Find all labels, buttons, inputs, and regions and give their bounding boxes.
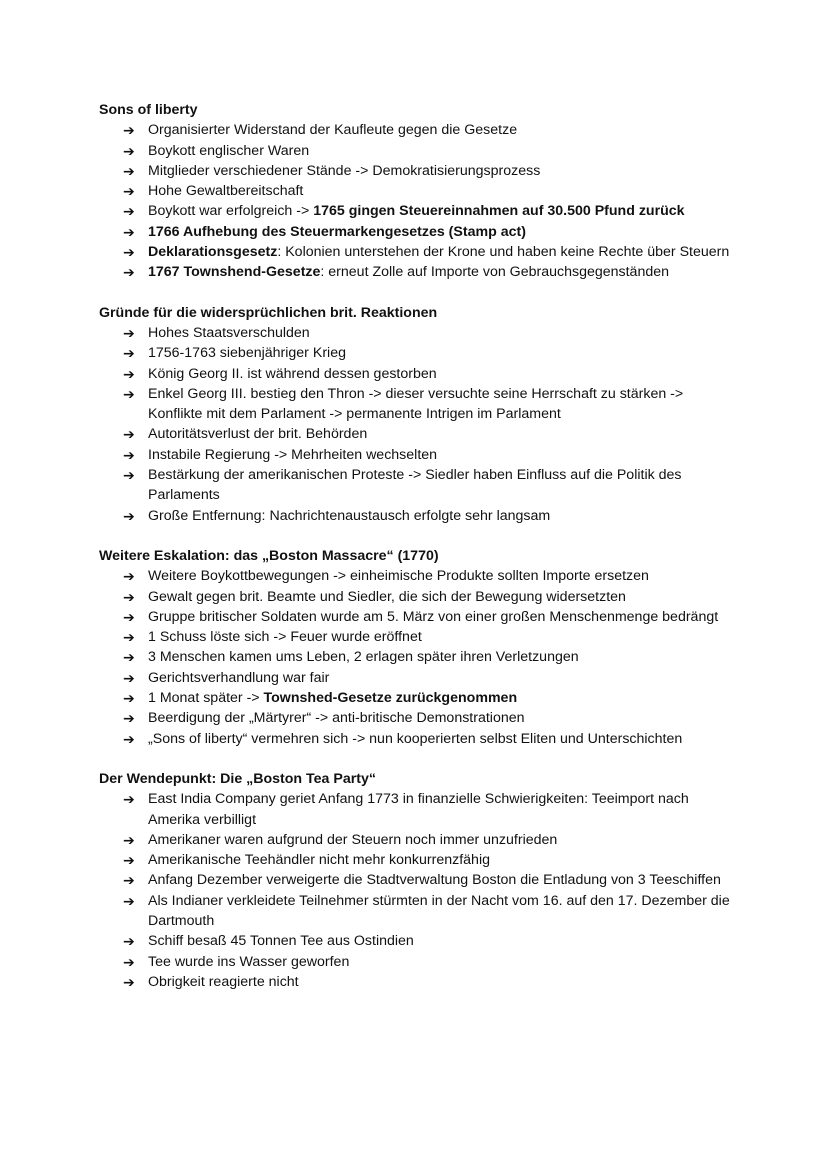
text-run: Gruppe britischer Soldaten wurde am 5. März von einer großen Menschenmenge bedrängt bbox=[148, 608, 719, 625]
arrow-right-icon: ➔ bbox=[123, 264, 135, 281]
arrow-right-icon: ➔ bbox=[123, 203, 135, 220]
section-heading: Sons of liberty bbox=[99, 102, 198, 118]
arrow-right-icon: ➔ bbox=[123, 467, 135, 484]
text-run: 3 Menschen kamen ums Leben, 2 erlagen später ihren Verletzungen bbox=[148, 649, 579, 666]
list-item bbox=[99, 506, 739, 526]
list-item bbox=[99, 708, 739, 728]
list-item bbox=[99, 343, 739, 363]
list-item bbox=[99, 952, 739, 972]
list-item-text bbox=[148, 424, 739, 444]
arrow-right-icon: ➔ bbox=[123, 649, 135, 666]
arrow-right-icon: ➔ bbox=[123, 426, 135, 443]
list-item bbox=[99, 850, 739, 870]
arrow-right-icon: ➔ bbox=[123, 385, 135, 402]
arrow-right-icon: ➔ bbox=[123, 973, 135, 990]
arrow-right-icon: ➔ bbox=[123, 446, 135, 463]
list-item-text bbox=[148, 181, 739, 201]
list-item-text bbox=[148, 222, 739, 242]
arrow-right-icon: ➔ bbox=[123, 588, 135, 605]
arrow-right-icon: ➔ bbox=[123, 507, 135, 524]
list-item-text bbox=[148, 587, 739, 607]
list-item bbox=[99, 647, 739, 667]
list-item bbox=[99, 364, 739, 384]
list-item bbox=[99, 931, 739, 951]
list-item bbox=[99, 141, 739, 161]
list-item-text bbox=[148, 566, 739, 586]
list-item bbox=[99, 445, 739, 465]
text-run: 1 Schuss löste sich -> Feuer wurde eröffnet bbox=[148, 629, 422, 646]
arrow-right-icon: ➔ bbox=[123, 223, 135, 240]
section-4 bbox=[99, 769, 739, 992]
bold-text-run: 1765 gingen Steuereinnahmen auf 30.500 Pfund zurück bbox=[313, 203, 685, 220]
text-run: : Kolonien unterstehen der Krone und haben keine Rechte über Steuern bbox=[277, 244, 730, 261]
list-item-text bbox=[148, 789, 739, 830]
text-run: 1 Monat später -> bbox=[148, 690, 264, 707]
arrow-right-icon: ➔ bbox=[123, 831, 135, 848]
list-item bbox=[99, 323, 739, 343]
arrow-right-icon: ➔ bbox=[123, 669, 135, 686]
list-item bbox=[99, 729, 739, 749]
arrow-right-icon: ➔ bbox=[123, 872, 135, 889]
text-run: Instabile Regierung -> Mehrheiten wechselten bbox=[148, 446, 438, 463]
list-item bbox=[99, 120, 739, 140]
text-run: Autoritätsverlust der brit. Behörden bbox=[148, 426, 368, 443]
text-run: Organisierter Widerstand der Kaufleute gegen die Gesetze bbox=[148, 122, 518, 139]
list-item-text bbox=[148, 465, 739, 506]
arrow-right-icon: ➔ bbox=[123, 345, 135, 362]
list-item bbox=[99, 465, 739, 506]
arrow-right-icon: ➔ bbox=[123, 730, 135, 747]
arrow-right-icon: ➔ bbox=[123, 162, 135, 179]
list-item bbox=[99, 891, 739, 932]
text-run: : erneut Zolle auf Importe von Gebrauchsgegenständen bbox=[320, 264, 670, 281]
list-item bbox=[99, 222, 739, 242]
list-item bbox=[99, 262, 739, 282]
list-item-text bbox=[148, 668, 739, 688]
list-item-text bbox=[148, 242, 739, 262]
list-item-text bbox=[148, 952, 739, 972]
text-run: Als Indianer verkleidete Teilnehmer stürmten in der Nacht vom 16. auf den 17. Dezember die Dartmouth bbox=[148, 892, 730, 929]
arrow-right-icon: ➔ bbox=[123, 892, 135, 909]
arrow-right-icon: ➔ bbox=[123, 953, 135, 970]
list-item bbox=[99, 384, 739, 425]
list-item bbox=[99, 242, 739, 262]
bold-text-run: 1766 Aufhebung des Steuermarkengesetzes (Stamp act) bbox=[148, 223, 526, 240]
list-item bbox=[99, 789, 739, 830]
text-run: Bestärkung der amerikanischen Proteste -> Siedler haben Einfluss auf die Politik des Parlaments bbox=[148, 467, 682, 504]
arrow-right-icon: ➔ bbox=[123, 710, 135, 727]
text-run: Boykott war erfolgreich -> bbox=[148, 203, 314, 220]
list-item bbox=[99, 607, 739, 627]
list-item bbox=[99, 668, 739, 688]
bullet-list bbox=[99, 120, 739, 282]
list-item bbox=[99, 161, 739, 181]
list-item-text bbox=[148, 972, 739, 992]
arrow-right-icon: ➔ bbox=[123, 183, 135, 200]
text-run: Amerikaner waren aufgrund der Steuern noch immer unzufrieden bbox=[148, 831, 558, 848]
bullet-list bbox=[99, 789, 739, 992]
list-item-text bbox=[148, 201, 739, 221]
text-run: Boykott englischer Waren bbox=[148, 142, 310, 159]
text-run: König Georg II. ist während dessen gestorben bbox=[148, 365, 437, 382]
list-item bbox=[99, 587, 739, 607]
arrow-right-icon: ➔ bbox=[123, 142, 135, 159]
list-item bbox=[99, 972, 739, 992]
list-item-text bbox=[148, 647, 739, 667]
list-item-text bbox=[148, 688, 739, 708]
text-run: Schiff besaß 45 Tonnen Tee aus Ostindien bbox=[148, 933, 414, 950]
arrow-right-icon: ➔ bbox=[123, 568, 135, 585]
arrow-right-icon: ➔ bbox=[123, 608, 135, 625]
list-item-text bbox=[148, 445, 739, 465]
list-item-text bbox=[148, 384, 739, 425]
list-item bbox=[99, 566, 739, 586]
arrow-right-icon: ➔ bbox=[123, 852, 135, 869]
section-3 bbox=[99, 546, 739, 749]
section-heading: Gründe für die widersprüchlichen brit. Reaktionen bbox=[99, 304, 438, 321]
list-item-text bbox=[148, 120, 739, 140]
arrow-right-icon: ➔ bbox=[123, 244, 135, 261]
section-heading: Weitere Eskalation: das „Boston Massacre“ (1770) bbox=[99, 547, 439, 564]
list-item-text bbox=[148, 161, 739, 181]
text-run: Hohes Staatsverschulden bbox=[148, 324, 310, 341]
text-run: 1756-1763 siebenjähriger Krieg bbox=[148, 345, 346, 362]
text-run: Gerichtsverhandlung war fair bbox=[148, 669, 330, 686]
list-item-text bbox=[148, 262, 739, 282]
list-item bbox=[99, 870, 739, 890]
text-run: Amerikanische Teehändler nicht mehr konkurrenzfähig bbox=[148, 852, 490, 869]
text-run: Hohe Gewaltbereitschaft bbox=[148, 183, 304, 200]
list-item-text bbox=[148, 931, 739, 951]
bullet-list bbox=[99, 566, 739, 749]
section-1 bbox=[99, 100, 739, 283]
list-item bbox=[99, 688, 739, 708]
arrow-right-icon: ➔ bbox=[123, 933, 135, 950]
bold-text-run: Deklarationsgesetz bbox=[148, 244, 278, 261]
list-item bbox=[99, 627, 739, 647]
list-item-text bbox=[148, 607, 739, 627]
list-item-text bbox=[148, 850, 739, 870]
bullet-list bbox=[99, 323, 739, 526]
text-run: Tee wurde ins Wasser geworfen bbox=[148, 953, 350, 970]
arrow-right-icon: ➔ bbox=[123, 365, 135, 382]
text-run: Gewalt gegen brit. Beamte und Siedler, die sich der Bewegung widersetzten bbox=[148, 588, 626, 605]
list-item bbox=[99, 181, 739, 201]
text-run: Weitere Boykottbewegungen -> einheimische Produkte sollten Importe ersetzen bbox=[148, 568, 649, 585]
text-run: East India Company geriet Anfang 1773 in finanzielle Schwierigkeiten: Teeimport nach Amerika verbilligt bbox=[148, 791, 689, 828]
list-item-text bbox=[148, 141, 739, 161]
text-run: Obrigkeit reagierte nicht bbox=[148, 973, 299, 990]
list-item bbox=[99, 424, 739, 444]
list-item-text bbox=[148, 891, 739, 932]
list-item-text bbox=[148, 830, 739, 850]
list-item-text bbox=[148, 323, 739, 343]
list-item bbox=[99, 830, 739, 850]
list-item-text bbox=[148, 708, 739, 728]
text-run: Mitglieder verschiedener Stände -> Demokratisierungsprozess bbox=[148, 162, 541, 179]
bold-text-run: Townshed-Gesetze zurückgenommen bbox=[263, 690, 518, 707]
text-run: Enkel Georg III. bestieg den Thron -> dieser versuchte seine Herrschaft zu stärken -> Konflikte mit dem Parlament -> permanente Intrigen im Parlament bbox=[148, 385, 684, 423]
arrow-right-icon: ➔ bbox=[123, 690, 135, 707]
document-content bbox=[99, 100, 739, 1012]
list-item-text bbox=[148, 870, 739, 890]
bold-text-run: 1767 Townshend-Gesetze bbox=[148, 264, 321, 281]
list-item-text bbox=[148, 364, 739, 384]
list-item bbox=[99, 201, 739, 221]
list-item-text bbox=[148, 506, 739, 526]
list-item-text bbox=[148, 729, 739, 749]
arrow-right-icon: ➔ bbox=[123, 629, 135, 646]
arrow-right-icon: ➔ bbox=[123, 791, 135, 808]
text-run: Beerdigung der „Märtyrer“ -> anti-britische Demonstrationen bbox=[148, 710, 525, 727]
section-2 bbox=[99, 303, 739, 526]
arrow-right-icon: ➔ bbox=[123, 324, 135, 341]
list-item-text bbox=[148, 343, 739, 363]
arrow-right-icon: ➔ bbox=[123, 122, 135, 139]
section-heading: Der Wendepunkt: Die „Boston Tea Party“ bbox=[99, 770, 376, 787]
list-item-text bbox=[148, 627, 739, 647]
text-run: Große Entfernung: Nachrichtenaustausch erfolgte sehr langsam bbox=[148, 507, 551, 524]
text-run: Anfang Dezember verweigerte die Stadtverwaltung Boston die Entladung von 3 Teeschiffen bbox=[148, 872, 721, 889]
text-run: „Sons of liberty“ vermehren sich -> nun kooperierten selbst Eliten und Unterschichten bbox=[148, 730, 683, 747]
